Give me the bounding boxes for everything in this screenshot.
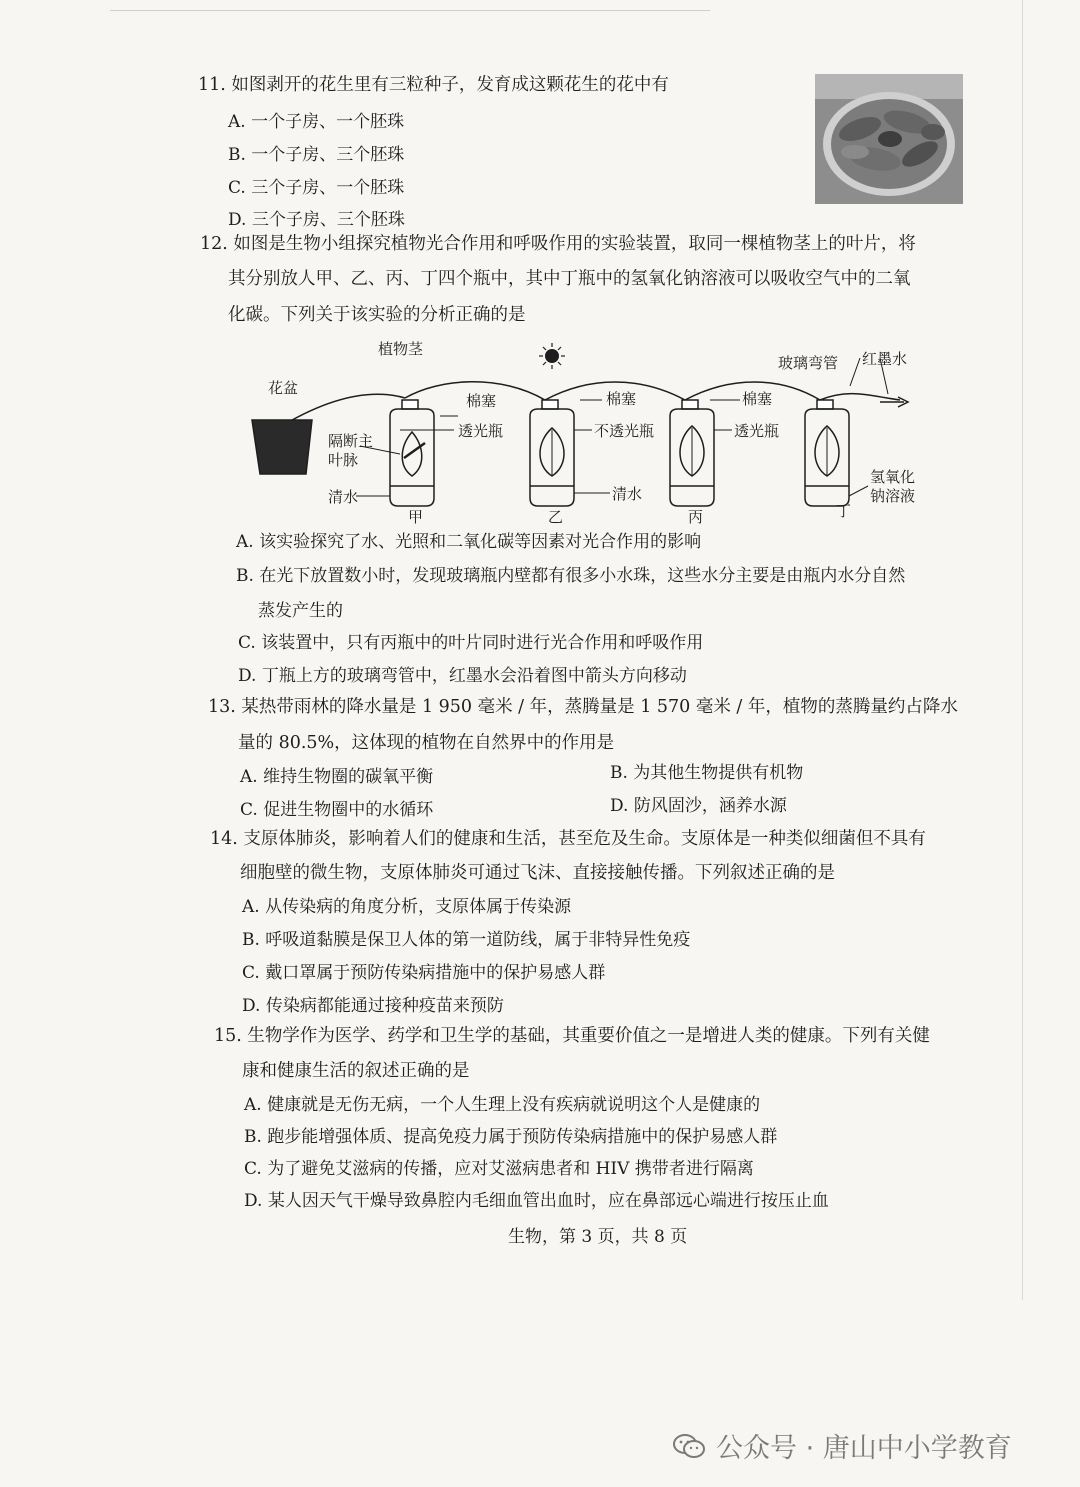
experiment-diagram (240, 338, 940, 528)
label-bottle-bing: 丙 (688, 508, 704, 526)
label-cotton-1: 棉塞 (466, 392, 497, 410)
watermark (672, 1426, 1012, 1465)
q15-option-b: B. 跑步能增强体质、提高免疫力属于预防传染病措施中的保护易感人群 (244, 1127, 778, 1147)
watermark-text: 公众号 · 唐山中小学教育 (716, 1433, 1012, 1464)
label-clear-bottle-2: 透光瓶 (734, 422, 780, 440)
q14-option-d: D. 传染病都能通过接种疫苗来预防 (242, 996, 504, 1016)
q14-option-c: C. 戴口罩属于预防传染病措施中的保护易感人群 (242, 963, 606, 983)
q13-option-b: B. 为其他生物提供有机物 (610, 763, 804, 783)
q11-option-c: C. 三个子房、一个胚珠 (228, 178, 405, 198)
q11-stem: 11. 如图剥开的花生里有三粒种子，发育成这颗花生的花中有 (198, 75, 669, 95)
label-tube: 玻璃弯管 (778, 354, 839, 372)
q15-option-c: C. 为了避免艾滋病的传播，应对艾滋病患者和 HIV 携带者进行隔离 (244, 1159, 754, 1179)
q12-option-c: C. 该装置中，只有丙瓶中的叶片同时进行光合作用和呼吸作用 (238, 633, 704, 653)
q15-stem-line1: 15. 生物学作为医学、药学和卫生学的基础，其重要价值之一是增进人类的健康。下列有关健 (214, 1026, 930, 1046)
q12-stem-line1: 12. 如图是生物小组探究植物光合作用和呼吸作用的实验装置，取同一棵植物茎上的叶片，将 (200, 234, 916, 254)
bottle-bing (670, 400, 714, 506)
label-naoh-line1: 氢氧化 (870, 468, 916, 486)
label-opaque-bottle: 不透光瓶 (594, 422, 655, 440)
q12-option-d: D. 丁瓶上方的玻璃弯管中，红墨水会沿着图中箭头方向移动 (238, 666, 687, 686)
label-bottle-jia: 甲 (408, 508, 424, 526)
q12-option-b-line2: 蒸发产生的 (258, 601, 343, 621)
label-pot: 花盆 (268, 379, 299, 397)
q15-option-a: A. 健康就是无伤无病，一个人生理上没有疾病就说明这个人是健康的 (244, 1095, 761, 1115)
bottle-yi (530, 400, 574, 506)
label-naoh-line2: 钠溶液 (870, 487, 916, 505)
page-right-edge (1022, 0, 1023, 1300)
q15-stem-line2: 康和健康生活的叙述正确的是 (242, 1061, 470, 1081)
q14-stem-line2: 细胞壁的微生物，支原体肺炎可通过飞沫、直接接触传播。下列叙述正确的是 (240, 863, 835, 883)
q14-option-a: A. 从传染病的角度分析，支原体属于传染源 (242, 897, 572, 917)
q13-option-c: C. 促进生物圈中的水循环 (240, 800, 434, 820)
flower-pot (252, 420, 312, 474)
scan-edge-line (110, 10, 710, 11)
label-stem: 植物茎 (378, 340, 424, 358)
q15-option-d: D. 某人因天气干燥导致鼻腔内毛细血管出血时，应在鼻部远心端进行按压止血 (244, 1191, 829, 1211)
label-ink: 红墨水 (862, 350, 908, 368)
q12-option-a: A. 该实验探究了水、光照和二氧化碳等因素对光合作用的影响 (236, 532, 702, 552)
label-cotton-3: 棉塞 (742, 390, 773, 408)
bottle-ding (805, 400, 849, 506)
label-cotton-2: 棉塞 (606, 390, 637, 408)
q11-option-a: A. 一个子房、一个胚珠 (228, 112, 405, 132)
q12-stem-line2: 其分别放人甲、乙、丙、丁四个瓶中，其中丁瓶中的氢氧化钠溶液可以吸收空气中的二氧 (228, 269, 911, 289)
label-water-1: 清水 (328, 488, 359, 506)
q11-option-b: B. 一个子房、三个胚珠 (228, 145, 405, 165)
sun-icon (539, 343, 565, 369)
label-water-2: 清水 (612, 485, 643, 503)
q13-option-d: D. 防风固沙，涵养水源 (610, 796, 787, 816)
peanut-photo (815, 74, 963, 204)
label-bottle-yi: 乙 (548, 508, 564, 526)
label-clear-bottle-1: 透光瓶 (458, 422, 504, 440)
q14-option-b: B. 呼吸道黏膜是保卫人体的第一道防线，属于非特异性免疫 (242, 930, 691, 950)
label-vein-line1: 隔断主 (328, 432, 374, 450)
q13-option-a: A. 维持生物圈的碳氧平衡 (240, 767, 434, 787)
wechat-icon (672, 1433, 706, 1459)
q13-stem-line2: 量的 80.5%，这体现的植物在自然界中的作用是 (238, 733, 615, 753)
label-bottle-ding: 丁 (836, 502, 852, 520)
page-footer: 生物，第 3 页，共 8 页 (508, 1227, 688, 1247)
q14-stem-line1: 14. 支原体肺炎，影响着人们的健康和生活，甚至危及生命。支原体是一种类似细菌但不具有 (210, 829, 926, 849)
q12-option-b-line1: B. 在光下放置数小时，发现玻璃瓶内壁都有很多小水珠，这些水分主要是由瓶内水分自然 (236, 566, 906, 586)
q11-option-d: D. 三个子房、三个胚珠 (228, 210, 405, 230)
q13-stem-line1: 13. 某热带雨林的降水量是 1 950 毫米 / 年，蒸腾量是 1 570 毫米 / 年，植物的蒸腾量约占降水 (208, 697, 958, 717)
q12-stem-line3: 化碳。下列关于该实验的分析正确的是 (228, 305, 526, 325)
label-vein-line2: 叶脉 (328, 451, 359, 469)
